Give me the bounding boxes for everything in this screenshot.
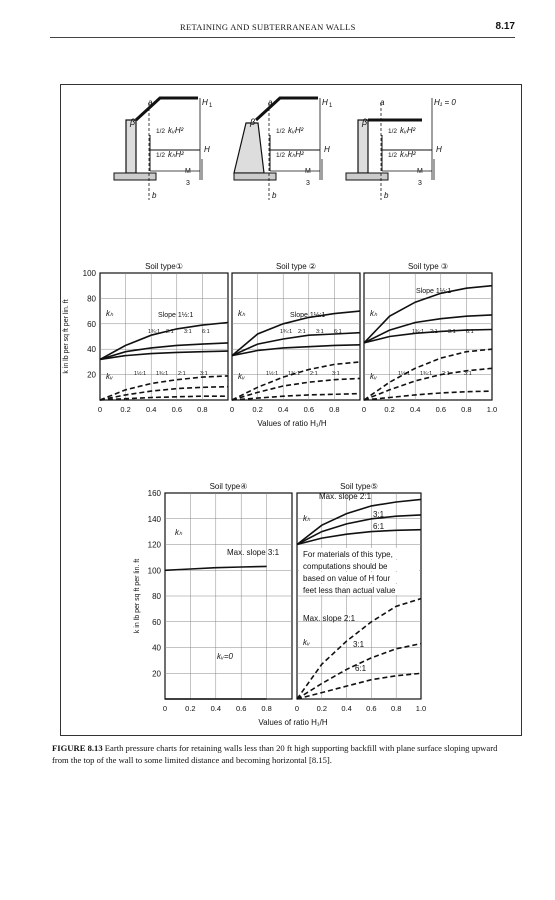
kh-label: kₕ [238, 309, 246, 318]
slope-label: 2:1 [442, 371, 450, 377]
chart-panel [165, 493, 292, 699]
slope-label: 6:1 [373, 522, 385, 531]
half-label: 1/2 [388, 152, 398, 159]
slope-label: 2:1 [178, 371, 186, 377]
slope-label: 6:1 [466, 329, 474, 335]
x-tick-label: 0 [229, 405, 235, 414]
x-tick-label: 0.8 [329, 405, 340, 414]
chart-panel [232, 273, 360, 400]
slope-label: 1¾:1 [288, 371, 301, 377]
backfill-surface [256, 98, 318, 120]
x-tick-label: 0.6 [171, 405, 183, 414]
kh-label: kₕ [370, 309, 378, 318]
y-tick-label: 140 [147, 514, 161, 524]
x-tick-label: 0.2 [185, 704, 196, 713]
series-line [100, 387, 228, 400]
slope-label: 3:1 [464, 371, 472, 377]
slope-label: 3:1 [200, 371, 208, 377]
kh-force-label: kₕH² [288, 150, 304, 159]
series-line [297, 673, 421, 699]
h1-label: H₁ = 0 [434, 98, 456, 107]
beta-label: β [250, 117, 256, 127]
kh-label: kₕ [106, 309, 114, 318]
wall-footing [234, 173, 276, 180]
x-tick-label: 0.4 [341, 704, 352, 713]
slope-label: 1¾:1 [280, 329, 293, 335]
three-label: 3 [186, 180, 190, 187]
slope-label: 1½:1 [134, 371, 147, 377]
slope-label: 1½:1 [398, 371, 411, 377]
slope-label: Max. slope 3:1 [227, 548, 280, 557]
kv-force-label: kᵥH² [168, 126, 184, 135]
slope-label: 3:1 [316, 329, 324, 335]
panel-title: Soil type⑤ [340, 482, 378, 491]
kv-label: kᵥ [106, 372, 113, 381]
slope-label: 1¾:1 [156, 371, 169, 377]
h-label: H [436, 145, 442, 154]
y-tick-label: 120 [147, 540, 161, 550]
chart-panel [100, 273, 228, 400]
half-label: 1/2 [388, 128, 398, 135]
wall-footing [114, 173, 156, 180]
x-tick-label: 0.2 [120, 405, 131, 414]
slope-label: Max. slope 2:1 [303, 614, 356, 623]
note-text: computations should be [303, 562, 388, 571]
wall-body [234, 123, 264, 173]
y-tick-label: 160 [147, 489, 161, 498]
slope-label: Slope 1½:1 [290, 312, 326, 319]
x-tick-label: 0.8 [461, 405, 472, 414]
kh-force-label: kₕH² [168, 150, 184, 159]
slope-label: 3:1 [332, 371, 340, 377]
x-tick-label: 0.2 [252, 405, 263, 414]
figure-caption [52, 742, 512, 766]
kh-label: kₕ [303, 514, 311, 523]
slope-label: 1¾:1 [412, 329, 425, 335]
x-tick-label: 0.8 [390, 704, 402, 713]
x-tick-label: 0.6 [235, 704, 247, 713]
x-tick-label: 0 [162, 704, 168, 713]
m-label: M [185, 168, 191, 175]
three-label: 3 [306, 180, 310, 187]
x-tick-label: 0 [97, 405, 103, 414]
m-label: M [417, 168, 423, 175]
slope-label: 3:1 [353, 640, 365, 649]
note-text: based on value of H four [303, 574, 391, 583]
h-label: H [204, 145, 210, 154]
x-tick-label: 0.4 [145, 405, 157, 414]
kv-label: kᵥ [303, 638, 310, 647]
x-tick-label: 0.4 [277, 405, 289, 414]
kv-force-label: kᵥH² [288, 126, 304, 135]
x-tick-label: 0.4 [210, 704, 222, 713]
slope-label: 2:1 [298, 329, 306, 335]
running-title: RETAINING AND SUBTERRANEAN WALLS [180, 22, 356, 32]
y-tick-label: 100 [147, 566, 161, 576]
caption-text: Earth pressure charts for retaining walls less than 20 ft high supporting backfill with plane surface sloping upward from the top of the wall to some limited distance and becoming horizontal [8.15]. [52, 743, 498, 765]
slope-label: 2:1 [430, 329, 438, 335]
x-tick-label: 0.8 [197, 405, 208, 414]
x-tick-label: 0.2 [384, 405, 395, 414]
y-tick-label: 40 [152, 643, 161, 653]
kv-zero-label: kᵥ=0 [217, 652, 233, 661]
half-label: 1/2 [276, 152, 286, 159]
slope-label: Max. slope 2:1 [319, 492, 372, 501]
wall-body [358, 120, 368, 173]
y-axis-label: k in lb per sq ft per lin. ft [134, 558, 141, 634]
wall-body [126, 120, 136, 173]
y-tick-label: 20 [152, 669, 161, 679]
h1-label: H [202, 98, 208, 107]
x-tick-label: 1.0 [415, 704, 427, 713]
series-line [297, 530, 421, 545]
slope-label: 1¾:1 [420, 371, 433, 377]
y-tick-label: 100 [82, 269, 96, 278]
point-a-label: a [380, 98, 385, 107]
y-tick-label: 40 [87, 345, 96, 355]
point-b-label: b [384, 191, 389, 200]
x-tick-label: 0.6 [366, 704, 377, 713]
x-tick-label: 0.8 [261, 704, 272, 713]
wall-footing [346, 173, 388, 180]
slope-label: 3:1 [184, 329, 192, 335]
point-a-label: a [268, 98, 273, 107]
three-label: 3 [418, 180, 422, 187]
y-tick-label: 60 [87, 319, 96, 329]
y-axis-label: k in lb per sq ft per lin. ft [63, 299, 70, 374]
x-axis-label: Values of ratio H₁/H [257, 419, 327, 428]
beta-label: β [130, 117, 136, 127]
note-text: feet less than actual value [303, 586, 396, 595]
note-text: For materials of this type, [303, 550, 393, 559]
beta-label: β [362, 117, 368, 127]
x-tick-label: 0.6 [303, 405, 315, 414]
slope-label: 6:1 [334, 329, 342, 335]
page-number: 8.17 [495, 21, 515, 32]
slope-label: 1¾:1 [148, 329, 161, 335]
kv-label: kᵥ [238, 372, 245, 381]
slope-label: Slope 1½:1 [416, 288, 452, 295]
y-tick-label: 80 [87, 294, 96, 304]
h1-label: H [322, 98, 328, 107]
x-tick-label: 0.4 [409, 405, 421, 414]
half-label: 1/2 [156, 128, 166, 135]
point-a-label: a [148, 98, 153, 107]
h1-subscript: 1 [209, 103, 213, 109]
y-tick-label: 60 [152, 617, 161, 627]
x-axis-label: Values of ratio H₁/H [258, 718, 328, 727]
slope-label: Slope 1½:1 [158, 312, 194, 319]
series-line [232, 378, 360, 400]
h-label: H [324, 145, 330, 154]
point-b-label: b [272, 191, 277, 200]
panel-title: Soil type① [145, 262, 183, 271]
kh-label: kₕ [175, 528, 183, 537]
kh-force-label: kₕH² [400, 150, 416, 159]
half-label: 1/2 [156, 152, 166, 159]
half-label: 1/2 [276, 128, 286, 135]
y-tick-label: 20 [87, 370, 96, 380]
x-tick-label: 0.2 [316, 704, 328, 713]
h1-subscript: 1 [329, 103, 333, 109]
y-tick-label: 80 [152, 592, 161, 601]
x-tick-label: 0 [294, 704, 300, 713]
panel-title: Soil type④ [209, 482, 248, 491]
kv-label: kᵥ [370, 372, 377, 381]
panel-title: Soil type ③ [407, 262, 449, 271]
x-tick-label: 0.6 [435, 405, 447, 414]
slope-label: 6:1 [202, 329, 210, 335]
x-tick-label: 0 [361, 405, 367, 414]
panel-title: Soil type ② [275, 262, 317, 271]
m-label: M [305, 168, 311, 175]
x-tick-label: 1.0 [486, 405, 498, 414]
series-line [100, 351, 228, 359]
backfill-surface [136, 98, 198, 120]
slope-label: 1½:1 [266, 371, 279, 377]
caption-label: FIGURE 8.13 [52, 743, 103, 753]
slope-label: 2:1 [310, 371, 318, 377]
slope-label: 6:1 [355, 664, 367, 673]
point-b-label: b [152, 191, 157, 200]
slope-label: 2:1 [166, 329, 174, 335]
kv-force-label: kᵥH² [400, 126, 416, 135]
slope-label: 3:1 [448, 329, 456, 335]
slope-label: 3:1 [373, 510, 385, 519]
